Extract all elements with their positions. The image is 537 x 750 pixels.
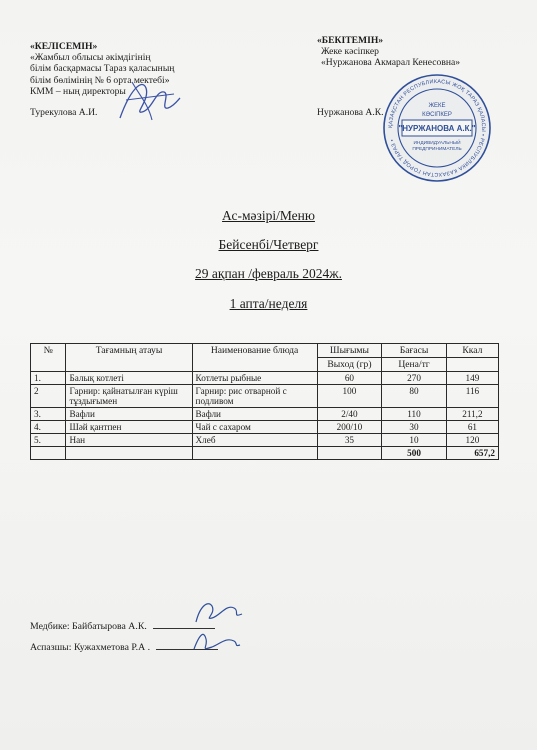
approval-right-signer: Нуржанова А.К. [317,107,384,118]
cell-kcal: 149 [446,372,498,385]
nurse-label: Медбике: Байбатырова А.К. [30,621,147,632]
approval-left-heading: «КЕЛІСЕМІН» [30,41,98,52]
cell-kcal: 211,2 [446,408,498,421]
cell-empty [192,447,317,460]
cell-empty [31,447,66,460]
cell-name-kz: Нан [66,434,192,447]
header-yield-kz: Шығымы [317,344,382,358]
cell-name-ru: Котлеты рыбные [192,372,317,385]
approval-right-heading: «БЕКІТЕМІН» [317,35,384,46]
cell-price: 30 [382,421,447,434]
cell-name-ru: Гарнир: рис отварной с подливом [192,385,317,408]
header-num: № [31,344,66,372]
day-title: Бейсенбі/Четверг [218,237,319,252]
header-kcal: Ккал [446,344,498,358]
header-name-ru: Наименование блюда [192,344,317,372]
approval-left-line: КММ – ның директоры [30,85,126,97]
seal-text-name: "НУРЖАНОВА А.К." [398,124,476,133]
cell-price: 270 [382,372,447,385]
cell-yield: 35 [317,434,382,447]
header-price-ru: Цена/тг [382,358,447,372]
total-kcal: 657,2 [446,447,498,460]
cell-name-kz: Балық котлеті [66,372,192,385]
seal-text-mid: КӘСІПКЕР [422,112,452,118]
approval-right [317,35,460,69]
cell-kcal: 61 [446,421,498,434]
menu-table [30,343,499,460]
header-name-kz: Тағамның атауы [66,344,192,372]
cell-price: 10 [382,434,447,447]
cell-price: 80 [382,385,447,408]
cell-price: 110 [382,408,447,421]
nurse-line [30,619,215,632]
approval-right-line: «Нуржанова Акмарал Кенесовна» [321,57,461,69]
date-title: 29 ақпан /февраль 2024ж. [195,266,342,281]
header-yield-ru: Выход (гр) [317,358,382,372]
menu-title: Ас-мәзірі/Меню [222,208,315,223]
approval-right-line: Жеке кәсіпкер [321,46,379,58]
cell-name-ru: Вафли [192,408,317,421]
cell-yield: 200/10 [317,421,382,434]
cell-kcal: 116 [446,385,498,408]
table-row [31,408,499,421]
table-total-row [31,447,499,460]
table-row [31,372,499,385]
cell-empty [317,447,382,460]
approval-left-line: «Жамбыл облысы әкімдігінің [30,52,151,64]
cell-num: 2 [31,385,66,408]
cell-yield: 100 [317,385,382,408]
cell-name-ru: Хлеб [192,434,317,447]
cell-empty [66,447,192,460]
header-kcal-empty [446,358,498,372]
approval-left-line: білім бөлімінің № 6 орта мектебі» [30,74,170,86]
company-seal [381,72,493,184]
cell-name-kz: Шәй қантпен [66,421,192,434]
cell-yield: 2/40 [317,408,382,421]
cell-name-kz: Гарнир: қайнатылған күріш тұздығымен [66,385,192,408]
seal-text-top: ЖЕКЕ [428,103,446,109]
table-row [31,385,499,408]
cell-name-kz: Вафли [66,408,192,421]
table-header-row [31,344,499,358]
cook-signature [190,627,242,655]
cell-num: 5. [31,434,66,447]
week-title: 1 апта/неделя [229,296,308,311]
header-price-kz: Бағасы [382,344,447,358]
approval-left-signer: Турекулова А.И. [30,107,98,118]
cell-num: 4. [31,421,66,434]
nurse-signature [192,596,244,626]
cell-kcal: 120 [446,434,498,447]
table-row [31,421,499,434]
cook-label: Аспазшы: Кужахметова Р.А . [30,642,151,653]
cell-name-ru: Чай с сахаром [192,421,317,434]
seal-text-sub1: ИНДИВИДУАЛЬНЫЙ [413,141,461,146]
seal-text-sub2: ПРЕДПРИНИМАТЕЛЬ [412,147,462,152]
director-signature [112,70,182,125]
table-row [31,434,499,447]
svg-text:ҚАЗАҚСТАН РЕСПУБЛИКАСЫ ЖОҚ ТАР: ҚАЗАҚСТАН РЕСПУБЛИКАСЫ ЖОҚ ТАРАЗ ҚАЛАСЫ • РЕСПУБЛИКА КАЗАХСТАН ГОРОД ТАРАЗ • [387,78,487,178]
total-price: 500 [382,447,447,460]
approval-left-line: білім басқармасы Тараз қаласының [30,63,175,75]
cell-num: 3. [31,408,66,421]
cell-yield: 60 [317,372,382,385]
cell-num: 1. [31,372,66,385]
